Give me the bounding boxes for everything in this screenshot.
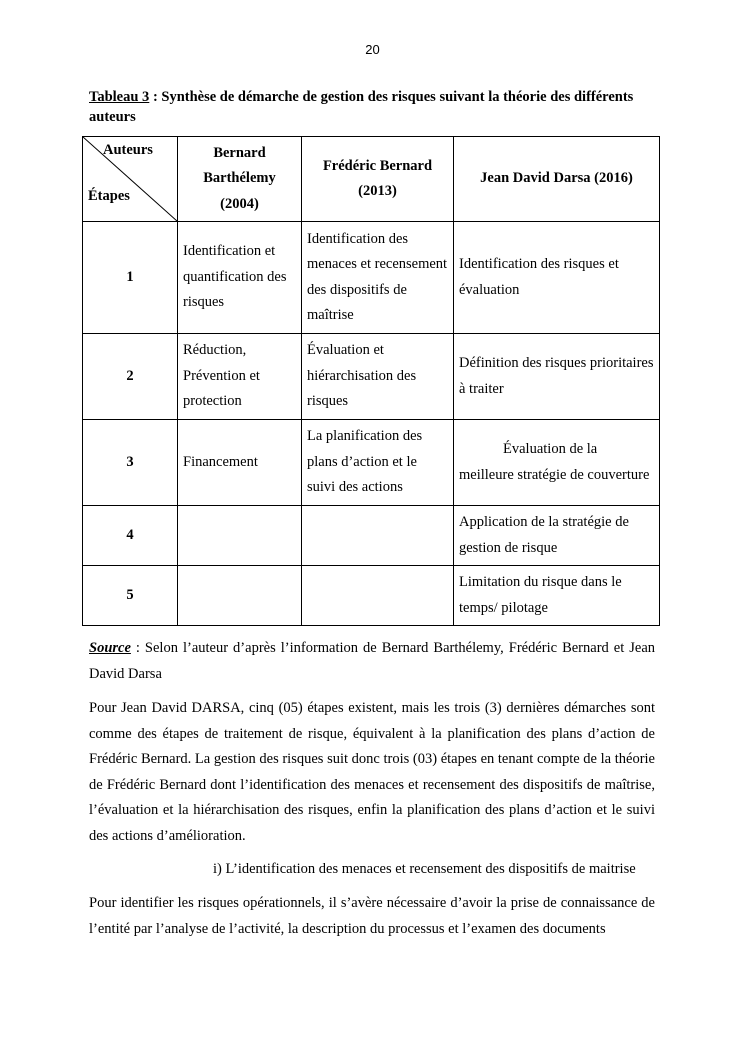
table-row [83, 566, 660, 626]
step-number: 3 [83, 420, 178, 506]
table-source [89, 636, 655, 687]
step-number: 2 [83, 334, 178, 420]
page-number: 20 [365, 42, 380, 57]
table-row [83, 334, 660, 420]
cell-bernard: La planification des plans d’action et le suivi des actions [302, 420, 454, 506]
cell-barthelemy: Réduction, Prévention et protection [178, 334, 302, 420]
table-caption [89, 87, 657, 127]
header-darsa: Jean David Darsa (2016) [454, 137, 660, 222]
cell-darsa: Limitation du risque dans le temps/ pilotage [454, 566, 660, 626]
body-paragraph-1: Pour Jean David DARSA, cinq (05) étapes existent, mais les trois (3) dernières démarches sont comme des étapes de traitement de risque, équivalent à la planification des plans d’action de Frédéric Bernard. La gestion des risques suit donc trois (03) étapes en tenant compte de la théorie de Frédéric Bernard dont l’identification des menaces et recensement des dispositifs de maîtrise, l’évaluation et la hiérarchisation des risques, enfin la planification des plans d’action et le suivi des actions d’amélioration. [89, 700, 655, 844]
section-subheading: i) L’identification des menaces et recensement des dispositifs de maitrise [213, 861, 636, 877]
cell-bernard [302, 566, 454, 626]
table-row [83, 222, 660, 334]
cell-darsa: Évaluation de la meilleure stratégie de couverture [454, 420, 660, 506]
cell-bernard: Identification des menaces et recensement des dispositifs de maîtrise [302, 222, 454, 334]
caption-label: Tableau 3 [89, 89, 150, 105]
source-text: : Selon l’auteur d’après l’information de Bernard Barthélemy, Frédéric Bernard et Jean David Darsa [89, 640, 655, 682]
corner-steps-label: Étapes [88, 188, 130, 204]
step-number: 1 [83, 222, 178, 334]
cell-darsa: Application de la stratégie de gestion de risque [454, 506, 660, 566]
step-number: 5 [83, 566, 178, 626]
corner-authors-label: Auteurs [103, 142, 153, 158]
cell-darsa: Définition des risques prioritaires à traiter [454, 334, 660, 420]
step-number: 4 [83, 506, 178, 566]
corner-cell [83, 137, 178, 222]
body-paragraph-2: Pour identifier les risques opérationnels, il s’avère nécessaire d’avoir la prise de connaissance de l’entité par l’analyse de l’activité, la description du processus et l’examen des documents [89, 895, 655, 937]
cell-barthelemy [178, 566, 302, 626]
caption-text: : Synthèse de démarche de gestion des risques suivant la théorie des différents auteurs [89, 89, 634, 125]
cell-bernard [302, 506, 454, 566]
cell-barthelemy: Financement [178, 420, 302, 506]
header-barthelemy: Bernard Barthélemy (2004) [178, 137, 302, 222]
header-bernard: Frédéric Bernard (2013) [302, 137, 454, 222]
cell-barthelemy [178, 506, 302, 566]
table-header-row [83, 137, 660, 222]
table-row [83, 420, 660, 506]
source-label: Source [89, 640, 131, 656]
table-row [83, 506, 660, 566]
cell-bernard: Évaluation et hiérarchisation des risques [302, 334, 454, 420]
cell-barthelemy: Identification et quantification des risques [178, 222, 302, 334]
synthesis-table [82, 136, 660, 626]
cell-darsa: Identification des risques et évaluation [454, 222, 660, 334]
